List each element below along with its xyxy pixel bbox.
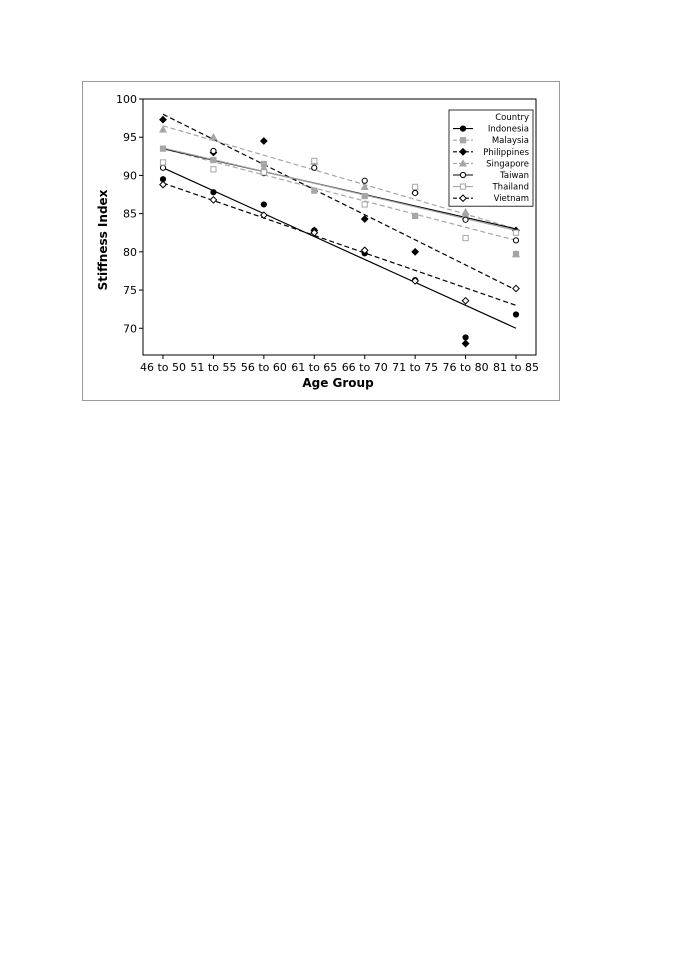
point-indonesia <box>211 190 216 195</box>
point-thailand <box>513 230 518 235</box>
point-thailand <box>413 184 418 189</box>
point-singapore <box>160 126 166 132</box>
legend-marker-thailand <box>460 184 465 189</box>
point-malaysia <box>312 188 317 193</box>
point-taiwan <box>413 190 418 195</box>
y-tick-label: 70 <box>123 322 137 336</box>
point-singapore <box>462 209 468 215</box>
point-taiwan <box>312 165 317 170</box>
x-tick-label: 61 to 65 <box>291 361 338 374</box>
x-tick-label: 76 to 80 <box>442 361 489 374</box>
point-malaysia <box>211 158 216 163</box>
point-singapore <box>362 184 368 190</box>
point-malaysia <box>362 193 367 198</box>
point-thailand <box>160 160 165 165</box>
point-vietnam <box>210 197 216 203</box>
y-tick-label: 95 <box>123 131 137 145</box>
point-taiwan <box>211 148 216 153</box>
point-philippines <box>261 138 267 144</box>
point-vietnam <box>513 285 519 291</box>
legend-marker-malaysia <box>460 138 465 143</box>
legend-label-malaysia: Malaysia <box>491 136 529 147</box>
legend-label-singapore: Singapore <box>486 159 529 170</box>
point-vietnam <box>462 298 468 304</box>
point-philippines <box>412 249 418 255</box>
x-tick-label: 81 to 85 <box>492 361 540 374</box>
point-thailand <box>211 167 216 172</box>
point-philippines <box>462 340 468 346</box>
y-tick-label: 85 <box>123 207 137 221</box>
point-indonesia <box>261 202 266 207</box>
legend-marker-taiwan <box>460 172 465 177</box>
legend-label-indonesia: Indonesia <box>487 124 529 135</box>
y-tick-label: 80 <box>123 245 137 259</box>
point-indonesia <box>513 312 518 317</box>
point-philippines <box>160 116 166 122</box>
x-tick-label: 71 to 75 <box>392 361 439 374</box>
point-taiwan <box>362 178 367 183</box>
point-malaysia <box>160 146 165 151</box>
legend-label-thailand: Thailand <box>492 182 529 193</box>
point-thailand <box>463 235 468 240</box>
x-tick-label: 46 to 50 <box>139 361 187 374</box>
y-axis-title: Stiffness Index <box>96 189 110 291</box>
chart-figure <box>82 81 560 401</box>
point-taiwan <box>160 165 165 170</box>
y-tick-label: 75 <box>123 284 137 298</box>
x-axis-title: Age Group <box>302 376 374 390</box>
x-tick-label: 51 to 55 <box>190 361 237 374</box>
legend-label-vietnam: Vietnam <box>493 194 529 205</box>
point-philippines <box>362 216 368 222</box>
x-tick-label: 56 to 60 <box>240 361 287 374</box>
y-tick-label: 90 <box>123 169 137 183</box>
point-thailand <box>312 158 317 163</box>
point-thailand <box>261 170 266 175</box>
legend-marker-indonesia <box>460 126 465 131</box>
x-tick-label: 66 to 70 <box>341 361 388 374</box>
point-malaysia <box>413 213 418 218</box>
point-thailand <box>362 202 367 207</box>
point-singapore <box>210 134 216 140</box>
point-vietnam <box>160 181 166 187</box>
legend-title: Country <box>495 113 529 123</box>
point-taiwan <box>513 238 518 243</box>
legend <box>449 110 533 206</box>
legend-label-taiwan: Taiwan <box>500 171 529 181</box>
point-indonesia <box>463 335 468 340</box>
y-tick-label: 100 <box>116 93 137 106</box>
point-taiwan <box>463 217 468 222</box>
legend-label-philippines: Philippines <box>483 147 529 158</box>
scatter-chart <box>83 82 561 402</box>
